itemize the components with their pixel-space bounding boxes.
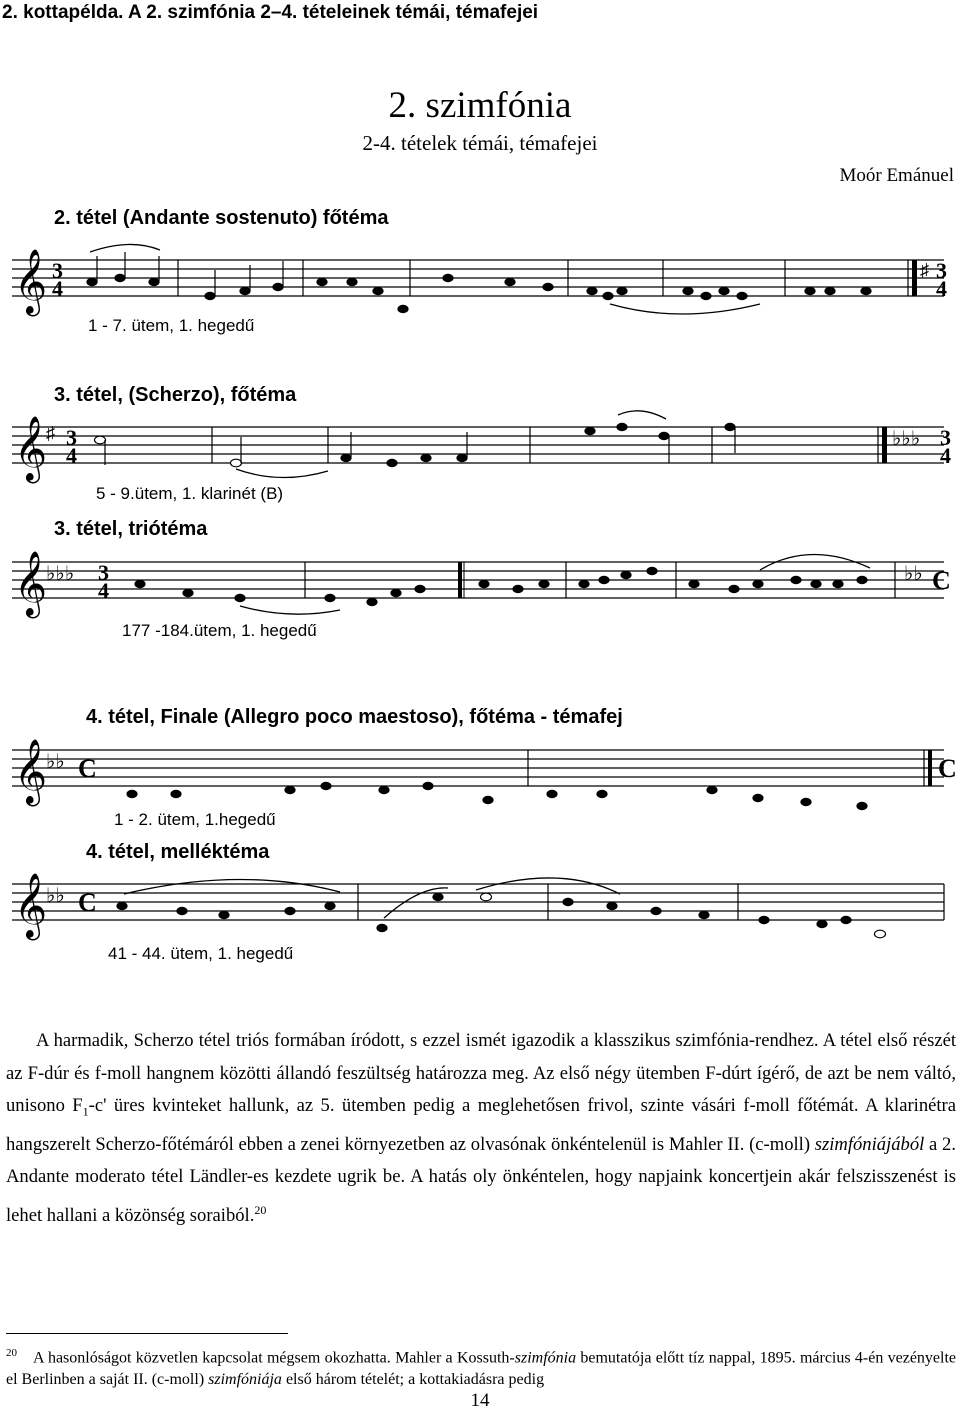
measure-note-3: 177 -184.ütem, 1. hegedű [122, 621, 317, 640]
treble-clef-icon: 𝄞 [14, 553, 48, 615]
time-sig-bottom: 4 [66, 443, 77, 468]
figure-caption: 2. kottapélda. A 2. szimfónia 2–4. tételeinek témái, témafejei [2, 2, 539, 23]
time-sig-end: C [932, 566, 951, 595]
time-sig-end-top: 3 [940, 425, 951, 450]
composer-name: Moór Emánuel [839, 165, 954, 186]
text-run: -c' üres kvinteket hallunk, az 5. ütemben pedig a meglehetősen frivol, szinte vásári f-moll főtémát. A klarinétra hangszerelt Scherzo-főtémáról ebben a zenei környezetben az olvasónak önkéntelenül is Mahler II. (c-moll) [6, 1095, 956, 1155]
music-staff-4 [0, 728, 960, 818]
svg-text:♭♭: ♭♭ [46, 885, 65, 907]
text-run: bemutatója előtt tíz nappal, 1895. március 4-én vezényelte el Berlinben a saját II. (c-moll) [6, 1349, 957, 1389]
excerpt-heading-1: 2. tétel (Andante sostenuto) főtéma [54, 207, 389, 229]
music-staff-3 [0, 540, 960, 630]
svg-text:♭♭♭: ♭♭♭ [46, 563, 75, 585]
measure-note-2: 5 - 9.ütem, 1. klarinét (B) [96, 484, 284, 503]
text-run: a 2. Andante moderato tétel Ländler-es kezdete ugrik be. A hatás oly önkéntelen, hogy napjaink koncertjein akár felszisszenést is lehet hallani a közönség soraiból. [6, 1133, 956, 1226]
svg-text:♭♭: ♭♭ [46, 751, 65, 773]
text-run: A hasonlóságot közvetlen kapcsolat mégsem okozhatta. Mahler a Kossuth- [33, 1349, 515, 1367]
footnote-number: 20 [6, 1347, 17, 1359]
score-subtitle: 2-4. tételek témái, témafejei [362, 131, 598, 155]
treble-clef-icon: 𝄞 [14, 251, 48, 313]
music-staff-2 [0, 405, 960, 495]
footnote-divider [6, 1333, 288, 1334]
page-number: 14 [470, 1390, 490, 1411]
excerpt-heading-2: 3. tétel, (Scherzo), főtéma [54, 384, 297, 406]
treble-clef-icon: 𝄞 [14, 418, 48, 480]
time-sig-bottom: 4 [98, 578, 109, 603]
text-run: A harmadik, Scherzo tétel triós formában íródott, s ezzel ismét igazodik a klasszikus szimfónia-rendhez. A tétel első részét az F-dúr és f-moll hangnem közötti állandó feszültség határozza meg. Az első négy ütemben F-dúrt ígérő, de azt be nem váltó, unisono F [6, 1030, 956, 1117]
footnote-ref[interactable]: 20 [254, 1202, 267, 1217]
svg-text:♯: ♯ [46, 423, 55, 443]
time-sig-top: 3 [66, 425, 77, 450]
time-sig-end-bottom: 4 [940, 443, 951, 468]
subscript: 1 [82, 1104, 89, 1119]
treble-clef-icon: 𝄞 [14, 875, 48, 937]
time-sig-start: C [78, 754, 97, 783]
measure-note-5: 41 - 44. ütem, 1. hegedű [108, 944, 294, 963]
paragraph [6, 1025, 956, 1232]
excerpt-heading-4: 4. tétel, Finale (Allegro poco maestoso), főtéma - témafej [86, 706, 623, 728]
time-sig-start: C [78, 888, 97, 917]
measure-note-1: 1 - 7. ütem, 1. hegedű [88, 316, 255, 335]
footnote [6, 1342, 956, 1391]
svg-text:♭♭♭: ♭♭♭ [892, 428, 921, 450]
text-run: első három tételét; a kottakiadásra pedig [281, 1371, 545, 1389]
score-title: 2. szimfónia [388, 85, 572, 126]
italic-run: szimfónia [514, 1349, 577, 1367]
svg-text:♭♭: ♭♭ [904, 563, 923, 585]
time-sig-bottom: 4 [52, 276, 63, 301]
time-sig-end-bottom: 4 [936, 276, 947, 301]
music-staff-5 [0, 862, 960, 952]
excerpt-heading-3: 3. tétel, triótéma [54, 518, 208, 540]
measure-note-4: 1 - 2. ütem, 1.hegedű [114, 810, 276, 829]
time-sig-end: C [938, 754, 957, 783]
time-sig-top: 3 [52, 258, 63, 283]
excerpt-heading-5: 4. tétel, melléktéma [86, 841, 270, 863]
time-sig-top: 3 [98, 560, 109, 585]
treble-clef-icon: 𝄞 [14, 741, 48, 803]
music-staff-1 [0, 238, 960, 328]
body-text [6, 1025, 956, 1232]
svg-text:♯: ♯ [920, 260, 929, 280]
italic-run: szimfóniájából [814, 1133, 925, 1155]
italic-run: szimfóniája [208, 1371, 282, 1389]
time-sig-end-top: 3 [936, 258, 947, 283]
